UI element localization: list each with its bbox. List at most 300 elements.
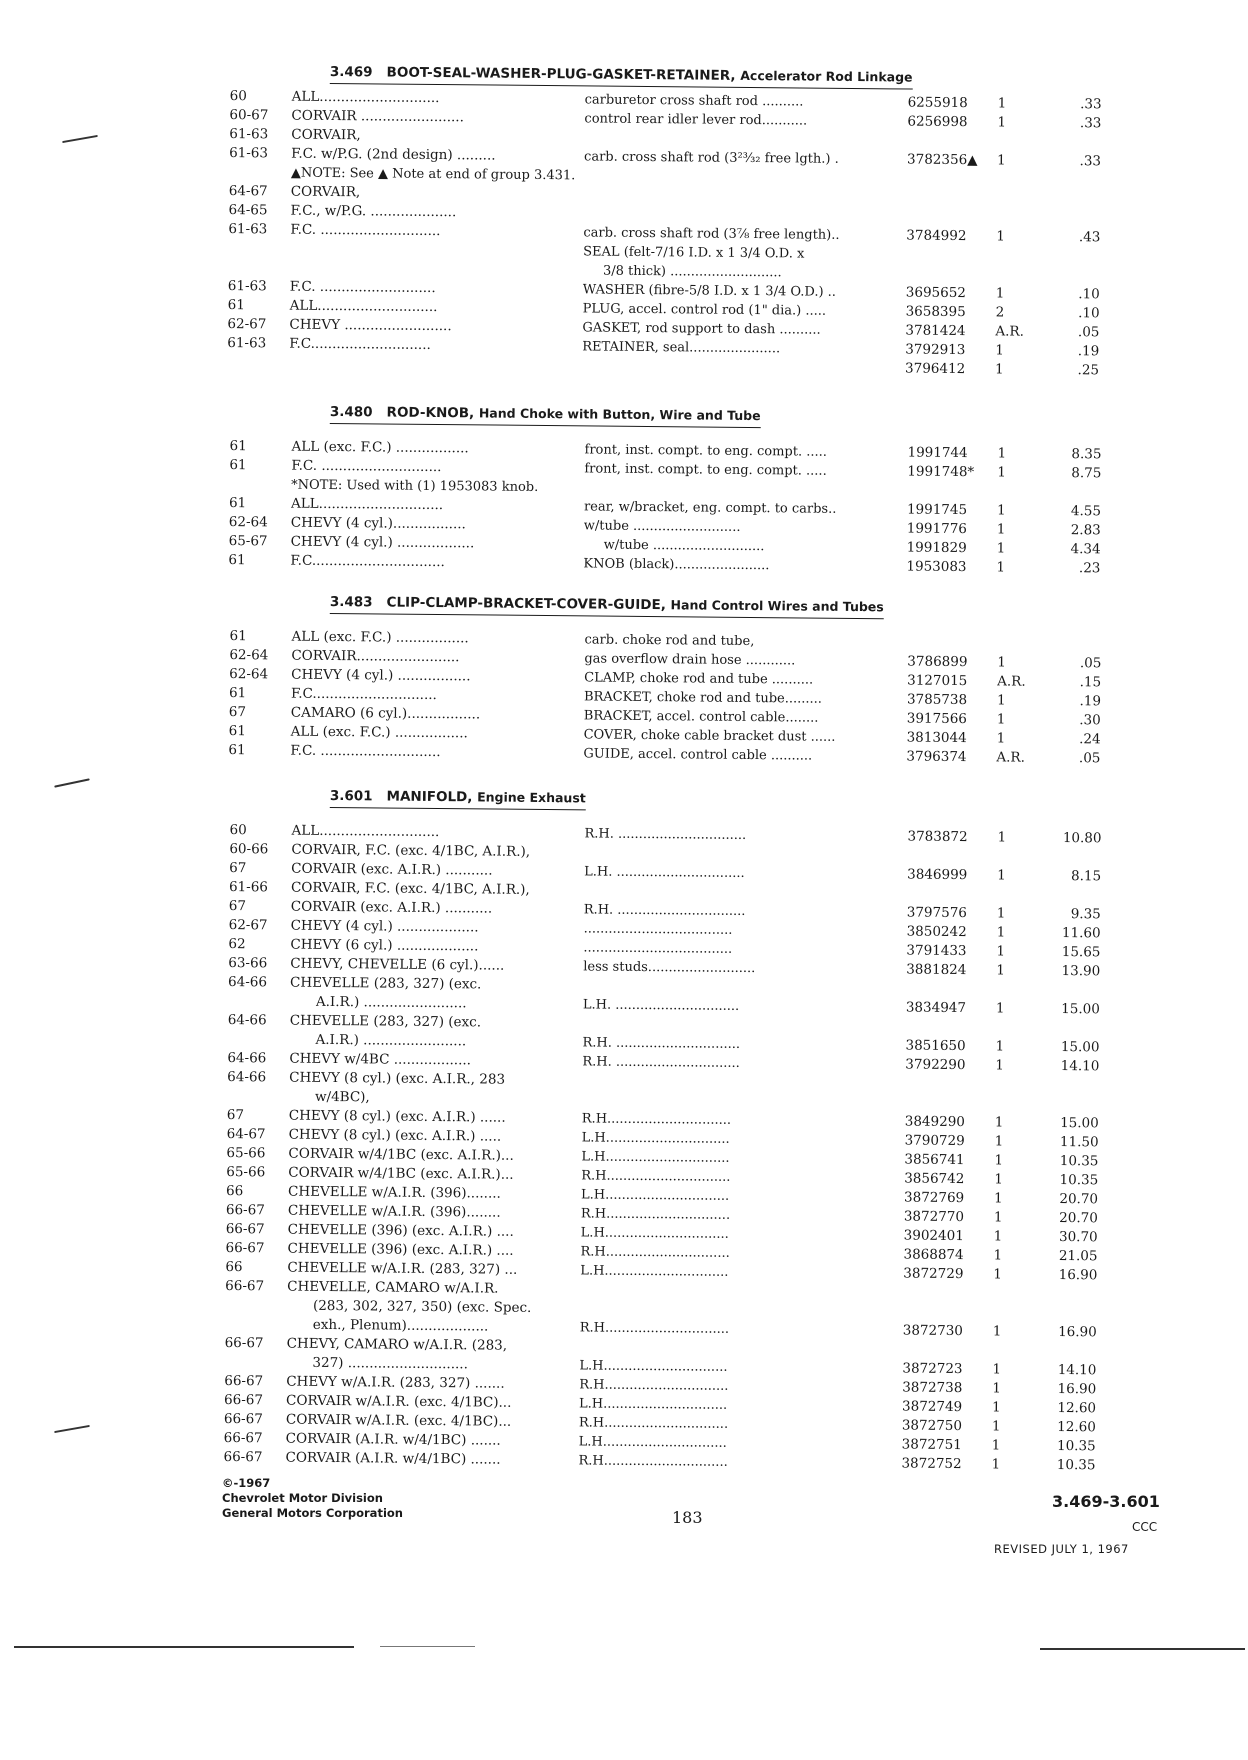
model-years: 66-67 (225, 1277, 265, 1295)
model-application: F.C............................... (290, 552, 445, 571)
section-number: 3.469 (329, 63, 373, 81)
part-description: rear, w/bracket, eng. compt. to carbs.. (583, 499, 837, 517)
part-number: 3872729 (903, 1265, 964, 1283)
part-number: 3856742 (904, 1170, 965, 1188)
quantity: 1 (996, 905, 1006, 922)
price: 8.75 (1071, 465, 1102, 482)
punch-mark-middle (54, 778, 90, 787)
price: 15.00 (1060, 1114, 1099, 1132)
model-years: 66 (226, 1182, 244, 1200)
price: .19 (1077, 343, 1100, 360)
part-number: 3917566 (906, 710, 967, 728)
model-years: 64-67 (228, 182, 268, 200)
quantity: 1 (996, 540, 1006, 557)
part-description: R.H.............................. (579, 1377, 729, 1394)
model-years: 61-63 (227, 277, 267, 295)
model-application: CHEVELLE (283, 327) (exc. (289, 1012, 482, 1031)
copyright-text: ©-1967 (222, 1476, 271, 1490)
section-3-469 (227, 60, 1150, 381)
model-years: 67 (226, 1106, 245, 1124)
quantity: 1 (996, 943, 1006, 960)
quantity: 1 (997, 445, 1007, 462)
price: 8.35 (1071, 446, 1102, 463)
part-description: COVER, choke cable bracket dust ...... (583, 727, 836, 745)
price: 14.10 (1057, 1361, 1097, 1379)
section-title: ROD-KNOB, (386, 404, 475, 422)
price: 8.15 (1071, 868, 1102, 885)
model-application: CHEVELLE (396) (exc. A.I.R.) .... (287, 1221, 514, 1240)
part-description: L.H.............................. (580, 1263, 729, 1280)
part-number: 3849290 (904, 1113, 965, 1131)
model-years: 66-67 (224, 1334, 264, 1352)
model-years: 61 (228, 551, 246, 569)
model-application: CORVAIR w/4/1BC (exc. A.I.R.)... (288, 1164, 514, 1183)
price: 16.90 (1058, 1266, 1098, 1284)
price: 30.70 (1058, 1228, 1098, 1246)
model-application: CHEVY ......................... (289, 316, 452, 335)
quantity: 1 (991, 1437, 1001, 1454)
model-years: 61 (228, 722, 246, 740)
scan-edge-line-left (14, 1646, 354, 1648)
price: 10.35 (1059, 1152, 1099, 1170)
price: 11.60 (1061, 924, 1101, 942)
model-application: F.C. ............................ (291, 457, 442, 476)
quantity: 1 (995, 342, 1004, 359)
price: .43 (1078, 229, 1101, 246)
section-heading (330, 591, 884, 619)
part-number: 3872723 (902, 1360, 963, 1378)
quantity: 1 (994, 361, 1004, 378)
model-application: CHEVY (4 cyl.) ................. (291, 666, 471, 685)
part-number: 3783872 (907, 828, 968, 846)
part-number: 3846999 (907, 866, 968, 884)
model-years: 61-63 (229, 125, 269, 143)
model-application: CHEVY (4 cyl.)................. (290, 514, 466, 533)
part-number: 3872749 (901, 1398, 963, 1416)
model-application: ALL............................. (290, 495, 444, 514)
price: .30 (1079, 712, 1101, 729)
parts-list (228, 627, 1149, 769)
model-application: ALL............................ (289, 297, 438, 316)
quantity: 1 (994, 1114, 1004, 1131)
quantity: 1 (996, 521, 1006, 538)
part-description: R.H.............................. (579, 1320, 730, 1337)
part-number: 3868874 (903, 1246, 964, 1264)
price: 20.70 (1059, 1209, 1098, 1227)
model-application: ALL............................ (291, 88, 440, 107)
model-years: 67 (229, 859, 247, 877)
part-description: L.H. .............................. (582, 997, 740, 1014)
model-application: CORVAIR (exc. A.I.R.) ........... (291, 860, 493, 879)
part-number: 3796412 (904, 360, 966, 378)
model-application: CORVAIR, F.C. (exc. 4/1BC, A.I.R.), (291, 841, 531, 860)
part-description: front, inst. compt. to eng. compt. ..... (584, 461, 827, 479)
price: 15.65 (1061, 943, 1101, 961)
quantity: 1 (994, 1133, 1004, 1150)
model-application: CHEVY w/4BC .................. (289, 1050, 472, 1069)
model-application: 327) ............................ (312, 1354, 469, 1373)
part-description: BRACKET, accel. control cable........ (583, 708, 819, 726)
parts-list (223, 821, 1149, 1476)
part-description: R.H.............................. (578, 1415, 729, 1432)
quantity: 1 (995, 1038, 1005, 1055)
part-description: L.H. ............................... (584, 864, 745, 881)
part-description: gas overflow drain hose ............ (584, 651, 796, 669)
quantity: 1 (997, 867, 1006, 884)
model-application: exh., Plenum)................... (312, 1316, 489, 1335)
footnote-text: *NOTE: Used with (1) 1953083 knob. (291, 477, 539, 495)
model-years: 66 (225, 1258, 243, 1276)
price: 2.83 (1070, 522, 1101, 539)
parts-list (227, 87, 1150, 381)
model-years: 66-67 (223, 1448, 263, 1466)
part-number: 3784992 (906, 227, 967, 245)
model-years: 67 (228, 703, 247, 721)
price: 4.34 (1070, 541, 1101, 558)
price: 20.70 (1059, 1190, 1099, 1208)
quantity: A.R. (995, 323, 1025, 340)
scan-edge-line-middle (380, 1646, 475, 1647)
price: 9.35 (1070, 906, 1101, 923)
section-title: MANIFOLD, (386, 788, 473, 806)
section-3-601 (223, 784, 1150, 1476)
model-application: F.C. ............................ (290, 742, 441, 761)
section-number: 3.480 (329, 403, 373, 421)
part-description: control rear idler lever rod........... (584, 111, 808, 129)
part-number: 3834947 (905, 999, 967, 1017)
part-number: 1991776 (906, 520, 967, 538)
part-number: 1991748* (907, 463, 975, 481)
model-years: 64-65 (228, 201, 268, 219)
quantity: 1 (992, 1380, 1001, 1397)
part-number: 3872738 (902, 1379, 963, 1397)
section-subtitle: Hand Control Wires and Tubes (670, 597, 884, 615)
model-years: 61 (228, 741, 246, 759)
quantity: 1 (993, 1228, 1003, 1245)
quantity: 1 (993, 1247, 1003, 1264)
part-description: .................................... (583, 921, 733, 938)
model-years: 61 (229, 437, 247, 455)
part-description: L.H.............................. (578, 1434, 727, 1451)
quantity: 1 (997, 829, 1007, 846)
quantity: A.R. (997, 673, 1026, 690)
price: 12.60 (1057, 1418, 1096, 1436)
model-years: 62-64 (229, 665, 269, 683)
model-years: 62-67 (227, 315, 267, 333)
price: .33 (1079, 153, 1102, 170)
scan-edge-line-right (1040, 1648, 1245, 1650)
model-years: 66-67 (224, 1372, 264, 1390)
parts-list (228, 437, 1149, 579)
group-range: 3.469-3.601 (1052, 1492, 1160, 1511)
revised-date: REVISED JULY 1, 1967 (994, 1542, 1129, 1556)
model-years: 61 (227, 296, 245, 314)
part-description: RETAINER, seal...................... (582, 339, 781, 357)
model-application: ALL (exc. F.C.) ................. (291, 628, 469, 647)
quantity: 1 (992, 1361, 1002, 1378)
model-years: 67 (228, 897, 247, 915)
model-years: 61-63 (227, 334, 267, 352)
part-number: 3872750 (901, 1417, 963, 1435)
part-number: 3850242 (906, 923, 967, 941)
part-number: 3786899 (907, 653, 968, 671)
part-description: GUIDE, accel. control cable .......... (583, 746, 813, 764)
part-number: 3791433 (906, 942, 967, 960)
model-application: CHEVY (8 cyl.) (exc. A.I.R., 283 (289, 1069, 506, 1088)
model-application: CHEVELLE, CAMARO w/A.I.R. (287, 1278, 499, 1297)
model-application: CORVAIR........................ (291, 647, 460, 666)
part-number: 3790729 (904, 1132, 965, 1150)
model-application: ALL (exc. F.C.) ................. (291, 438, 469, 457)
quantity: 1 (991, 1399, 1001, 1416)
model-years: 60-67 (229, 106, 269, 124)
part-description: WASHER (fibre-5/8 I.D. x 1 3/4 O.D.) .. (582, 282, 837, 300)
quantity: 1 (991, 1456, 1001, 1473)
price: .05 (1079, 655, 1102, 672)
model-years: 64-66 (228, 973, 268, 991)
section-heading (330, 401, 761, 428)
part-number: 3872770 (903, 1208, 965, 1226)
part-number: 3856741 (904, 1151, 965, 1169)
quantity: 1 (991, 1418, 1001, 1435)
price: .25 (1077, 362, 1100, 379)
model-years: 62-64 (228, 513, 268, 531)
model-years: 61-63 (228, 220, 268, 238)
price: .10 (1078, 305, 1100, 322)
part-number: 3872730 (902, 1322, 963, 1340)
price: 13.90 (1061, 962, 1101, 980)
part-description: R.H. ............................... (584, 826, 747, 843)
division-text: Chevrolet Motor Division (222, 1491, 383, 1505)
price: .33 (1079, 115, 1102, 132)
model-years: 64-66 (227, 1011, 267, 1029)
model-years: 63-66 (228, 954, 268, 972)
price: 10.80 (1062, 829, 1102, 847)
model-application: CHEVELLE w/A.I.R. (283, 327) ... (287, 1259, 518, 1278)
part-number: 1953083 (906, 558, 967, 576)
part-number: 6255918 (907, 94, 968, 112)
model-application: F.C. ............................ (290, 221, 441, 240)
part-description: R.H. ............................... (583, 902, 746, 919)
section-subtitle: Engine Exhaust (477, 789, 586, 806)
quantity: 1 (996, 502, 1006, 519)
quantity: 1 (995, 1057, 1005, 1074)
price: .05 (1077, 324, 1100, 341)
part-description: CLAMP, choke rod and tube .......... (584, 670, 814, 688)
section-heading (330, 61, 913, 90)
model-application: CHEVELLE w/A.I.R. (396)........ (287, 1202, 501, 1221)
model-years: 62 (228, 935, 246, 953)
model-application: CORVAIR w/A.I.R. (exc. 4/1BC)... (285, 1411, 512, 1430)
price: 10.35 (1056, 1456, 1096, 1474)
model-application: CORVAIR (exc. A.I.R.) ........... (290, 898, 493, 917)
part-description: R.H.............................. (581, 1168, 731, 1185)
part-description: L.H.............................. (578, 1396, 728, 1413)
model-application: w/4BC), (314, 1088, 370, 1106)
part-number: 1991745 (906, 501, 968, 519)
quantity: 1 (996, 559, 1006, 576)
part-number: 1991829 (906, 539, 967, 557)
model-years: 62-67 (228, 916, 268, 934)
model-application: CORVAIR ........................ (291, 107, 464, 126)
model-application: F.C. w/P.G. (2nd design) ......... (291, 145, 496, 164)
part-description: R.H. .............................. (582, 1035, 741, 1052)
part-number: 3782356▲ (906, 151, 978, 169)
price: .24 (1079, 731, 1101, 748)
price: .05 (1078, 750, 1101, 767)
quantity: 1 (996, 152, 1006, 169)
model-years: 60 (229, 87, 247, 105)
section-number: 3.483 (329, 593, 373, 611)
model-years: 66-67 (225, 1239, 265, 1257)
model-years: 66-67 (223, 1429, 263, 1447)
section-subtitle: Hand Choke with Button, Wire and Tube (478, 405, 761, 424)
price: 16.90 (1057, 1380, 1097, 1398)
price: 12.60 (1057, 1399, 1097, 1417)
price: .33 (1080, 96, 1102, 113)
part-description: BRACKET, choke rod and tube......... (583, 689, 823, 707)
model-years: 61 (228, 494, 247, 512)
model-application: CORVAIR (A.I.R. w/4/1BC) ....... (285, 1449, 501, 1468)
model-application: CHEVY (4 cyl.) .................. (290, 533, 475, 552)
model-application: (283, 302, 327, 350) (exc. Spec. (312, 1297, 532, 1316)
part-description: R.H.............................. (581, 1111, 732, 1128)
part-number: 3872752 (901, 1455, 962, 1473)
model-application: CORVAIR w/4/1BC (exc. A.I.R.)... (288, 1145, 514, 1164)
part-description: L.H.............................. (581, 1130, 730, 1147)
model-application: CAMARO (6 cyl.)................. (290, 704, 481, 723)
price: .23 (1078, 560, 1101, 577)
section-heading (330, 785, 586, 810)
price: 4.55 (1070, 503, 1102, 520)
price: 10.35 (1056, 1437, 1096, 1455)
part-number: 3813044 (906, 729, 967, 747)
model-years: 64-67 (226, 1125, 266, 1143)
section-title: CLIP-CLAMP-BRACKET-COVER-GUIDE, (386, 594, 666, 614)
model-application: CORVAIR, (290, 183, 361, 201)
model-application: CORVAIR, (291, 126, 361, 144)
model-years: 66-67 (223, 1410, 263, 1428)
part-number: 3851650 (905, 1037, 966, 1055)
part-number: 3127015 (907, 672, 968, 690)
part-number: 6256998 (907, 113, 968, 131)
part-description: front, inst. compt. to eng. compt. ..... (584, 442, 828, 460)
model-application: CHEVY (8 cyl.) (exc. A.I.R.) ...... (288, 1107, 506, 1126)
part-description: carburetor cross shaft rod .......... (584, 92, 804, 110)
price: 14.10 (1060, 1057, 1100, 1075)
page-number: 183 (672, 1508, 703, 1527)
quantity: 1 (993, 1209, 1003, 1226)
part-description: 3/8 thick) ........................... (602, 263, 782, 281)
part-description: carb. choke rod and tube, (584, 632, 755, 650)
part-description: R.H. .............................. (582, 1054, 740, 1071)
part-number: 3658395 (905, 303, 966, 321)
model-application: F.C............................. (290, 685, 437, 703)
part-number: 3781424 (905, 322, 966, 340)
quantity: 1 (994, 1171, 1003, 1188)
price: 15.00 (1060, 1038, 1100, 1056)
model-application: CHEVY (4 cyl.) ................... (290, 917, 479, 936)
section-3-480 (228, 400, 1150, 579)
quantity: 1 (996, 924, 1006, 941)
part-description: carb. cross shaft rod (3²³⁄₃₂ free lgth.) . (584, 149, 839, 167)
part-number: 3872769 (903, 1189, 965, 1207)
model-years: 66-67 (224, 1391, 264, 1409)
publisher-block (222, 1476, 403, 1521)
price: .15 (1079, 674, 1102, 691)
quantity: 1 (996, 711, 1006, 728)
section-title: BOOT-SEAL-WASHER-PLUG-GASKET-RETAINER, (386, 64, 736, 84)
model-application: CORVAIR (A.I.R. w/4/1BC) ....... (285, 1430, 501, 1449)
price: 15.00 (1061, 1000, 1100, 1018)
part-description: w/tube .......................... (583, 518, 741, 535)
footnote-text: ▲NOTE: See ▲ Note at end of group 3.431. (290, 165, 576, 184)
quantity: 1 (996, 962, 1005, 979)
model-application: F.C., w/P.G. .................... (290, 202, 457, 221)
model-years: 66-67 (225, 1201, 265, 1219)
model-years: 64-66 (227, 1068, 267, 1086)
punch-mark-top (62, 135, 98, 143)
part-number: 3785738 (906, 691, 968, 709)
part-description: PLUG, accel. control rod (1" dia.) ..... (582, 301, 827, 319)
model-years: 65-67 (228, 532, 268, 550)
part-number: 3881824 (906, 961, 967, 979)
section-number: 3.601 (329, 787, 373, 805)
catalog-code: CCC (1132, 1520, 1158, 1534)
model-years: 61 (229, 627, 247, 645)
quantity: 1 (996, 692, 1006, 709)
punch-mark-bottom (54, 1425, 90, 1433)
quantity: 1 (997, 114, 1007, 131)
part-description: L.H.............................. (580, 1225, 729, 1242)
part-number: 3797576 (906, 904, 967, 922)
part-description: R.H.............................. (580, 1206, 731, 1223)
price: 21.05 (1058, 1247, 1098, 1265)
price: 10.35 (1059, 1171, 1099, 1189)
model-application: F.C. ........................... (289, 278, 436, 296)
part-description: SEAL (felt-7/16 I.D. x 1 3/4 O.D. x (583, 244, 805, 262)
quantity: A.R. (996, 749, 1026, 766)
model-application: ALL............................ (291, 822, 440, 841)
model-application: F.C............................ (289, 335, 431, 353)
model-application: CHEVELLE w/A.I.R. (396)........ (288, 1183, 501, 1202)
model-years: 61 (228, 684, 247, 702)
quantity: 1 (997, 464, 1007, 481)
part-description: GASKET, rod support to dash .......... (582, 320, 821, 338)
quantity: 1 (993, 1190, 1003, 1207)
price: .10 (1078, 286, 1100, 303)
model-years: 60 (229, 821, 247, 839)
part-description: L.H.............................. (581, 1187, 730, 1204)
part-description: R.H.............................. (578, 1453, 728, 1470)
model-application: A.I.R.) ........................ (315, 993, 467, 1012)
part-description: w/tube ........................... (603, 537, 765, 555)
part-description: carb. cross shaft rod (3⅞ free length).. (583, 225, 840, 243)
model-application: ALL (exc. F.C.) ................. (290, 723, 468, 742)
price: .19 (1079, 693, 1102, 710)
part-description: R.H.............................. (580, 1244, 730, 1261)
model-years: 61-63 (229, 144, 269, 162)
part-number: 3695652 (905, 284, 966, 302)
quantity: 1 (994, 1152, 1004, 1169)
part-number: 3792913 (905, 341, 966, 359)
part-number: 3796374 (906, 748, 967, 766)
model-application: CORVAIR, F.C. (exc. 4/1BC, A.I.R.), (290, 879, 530, 898)
model-years: 62-64 (229, 646, 269, 664)
model-years: 65-66 (226, 1163, 266, 1181)
model-years: 60-66 (229, 840, 269, 858)
quantity: 1 (995, 285, 1005, 302)
